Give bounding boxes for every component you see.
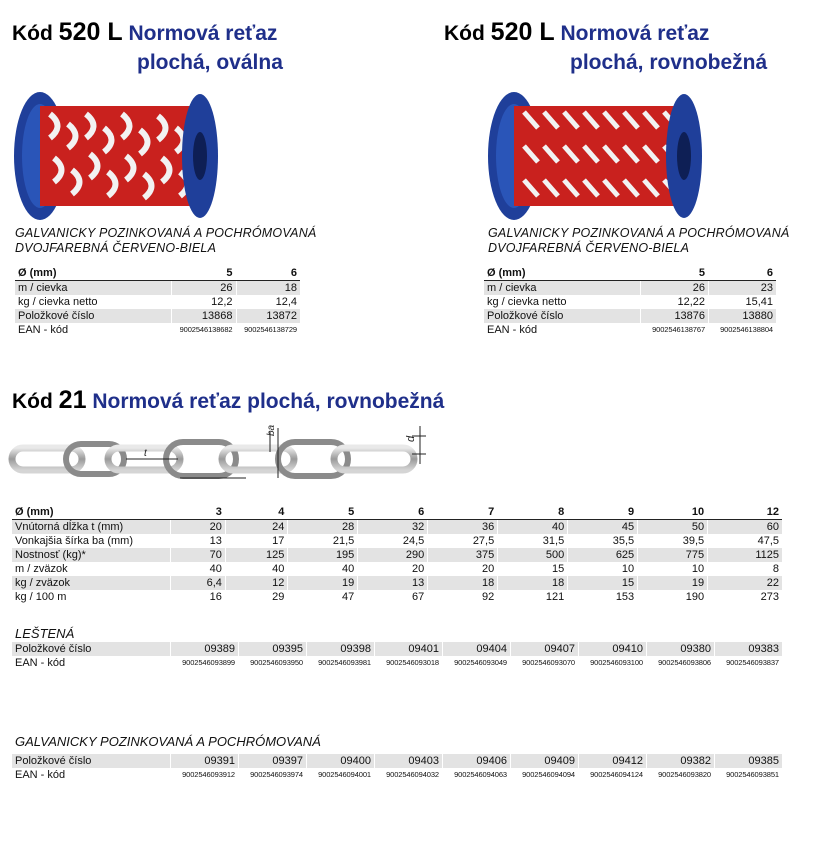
table-row: EAN - kód 9002546138767 9002546138804 (484, 323, 776, 337)
right-subtitle: plochá, rovnobežná (570, 51, 768, 74)
table-row: Položkové číslo 09391 09397 09400 09403 09406 09409 09412 09382 09385 (12, 754, 782, 768)
left-subtitle: plochá, oválna (137, 51, 283, 74)
table-row: Položkové číslo 09389 09395 09398 09401 09404 09407 09410 09380 09383 (12, 642, 782, 656)
left-title: Kód 520 L Normová reťaz (12, 18, 278, 46)
table-header-row: Ø (mm) 5 6 (484, 266, 776, 281)
table-row: Vnútorná dĺžka t (mm) 20 24 28 32 36 40 45 50 60 (12, 520, 782, 535)
table-row: kg / cievka netto 12,22 15,41 (484, 295, 776, 309)
table-row: kg / cievka netto 12,2 12,4 (15, 295, 300, 309)
table-row: Vonkajšia šírka ba (mm) 13 17 21,5 24,5 27,5 31,5 35,5 39,5 47,5 (12, 534, 782, 548)
lestena-table (12, 642, 782, 670)
diagram-label-t: t (144, 448, 147, 459)
bottom-spec-table (12, 505, 782, 604)
table-row: kg / 100 m 16 29 47 67 92 121 153 190 273 (12, 590, 782, 604)
table-row: EAN - kód 9002546093912 9002546093974 9002546094001 9002546094032 9002546094063 9002546094094 9002546094124 9002546093820 9002546093851 (12, 768, 782, 782)
right-chain-spool-image (484, 84, 704, 224)
table-row: m / zväzok 40 40 40 20 20 15 10 10 8 (12, 562, 782, 576)
table-row: EAN - kód 9002546093899 9002546093950 9002546093981 9002546093018 9002546093049 9002546093070 9002546093100 9002546093806 9002546093837 (12, 656, 782, 670)
diagram-label-ba: ba (266, 424, 277, 436)
table-header-row: Ø (mm) 3 4 5 6 7 8 9 10 12 (12, 505, 782, 520)
table-row: EAN - kód 9002546138682 9002546138729 (15, 323, 300, 337)
chain-link-diagram (8, 418, 438, 498)
left-spec-table (15, 266, 300, 337)
table-row: kg / zväzok 6,4 12 19 13 18 18 15 19 22 (12, 576, 782, 590)
table-row: m / cievka 26 23 (484, 281, 776, 296)
right-note: GALVANICKY POZINKOVANÁ A POCHRÓMOVANÁ DVOJFAREBNÁ ČERVENO-BIELA (488, 226, 790, 255)
diagram-label-d: d (405, 435, 417, 442)
table-row: Položkové číslo 13876 13880 (484, 309, 776, 323)
galv-heading: GALVANICKY POZINKOVANÁ A POCHRÓMOVANÁ (15, 734, 321, 749)
table-header-row: Ø (mm) 5 6 (15, 266, 300, 281)
galv-table (12, 754, 782, 782)
left-chain-spool-image (10, 84, 220, 224)
bottom-title: Kód 21 Normová reťaz plochá, rovnobežná (12, 386, 445, 414)
right-spec-table (484, 266, 776, 337)
lestena-heading: LEŠTENÁ (15, 626, 75, 641)
left-note: GALVANICKY POZINKOVANÁ A POCHRÓMOVANÁ DVOJFAREBNÁ ČERVENO-BIELA (15, 226, 317, 255)
table-row: m / cievka 26 18 (15, 281, 300, 296)
right-title: Kód 520 L Normová reťaz (444, 18, 710, 46)
table-row: Nostnosť (kg)* 70 125 195 290 375 500 625 775 1125 (12, 548, 782, 562)
table-row: Položkové číslo 13868 13872 (15, 309, 300, 323)
